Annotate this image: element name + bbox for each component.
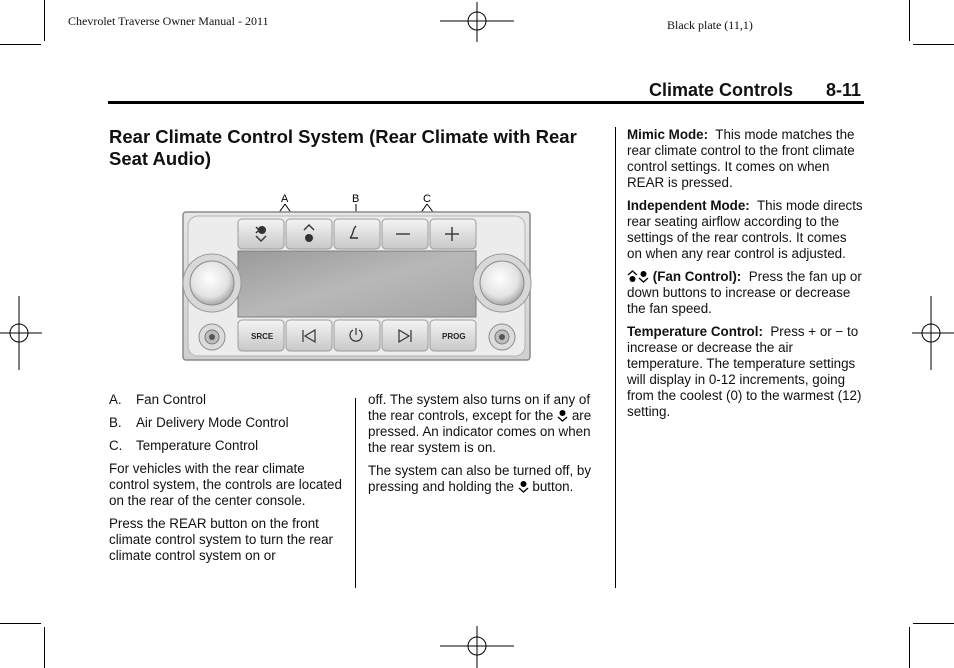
column-2 xyxy=(368,392,606,502)
paragraph: The system can also be turned off, by pressing and holding the button. xyxy=(368,463,592,494)
column-1 xyxy=(109,392,344,571)
paragraph: Press the REAR button on the front climate control system to turn the rear climate control system on or xyxy=(109,516,334,563)
registration-mark-top xyxy=(440,2,514,42)
crop-mark xyxy=(0,44,41,45)
crop-mark xyxy=(909,0,910,41)
main-heading: Rear Climate Control System (Rear Climate with Rear Seat Audio) xyxy=(109,126,577,169)
paragraph: off. The system also turns on if any of the rear controls, except for the are pressed. An indicator comes on when the rear system is on. xyxy=(368,392,592,455)
svg-text:PROG: PROG xyxy=(442,332,466,341)
fan-down-icon xyxy=(638,270,649,283)
svg-text:A: A xyxy=(281,193,289,205)
svg-text:C: C xyxy=(423,193,431,205)
manual-title: Chevrolet Traverse Owner Manual - 2011 xyxy=(68,14,269,28)
header-rule xyxy=(108,101,864,104)
registration-mark-left xyxy=(0,296,42,370)
crop-mark xyxy=(909,627,910,668)
registration-mark-bottom xyxy=(440,626,514,668)
registration-mark-right xyxy=(912,296,954,370)
legend-item-a: A. Fan Control xyxy=(109,392,206,407)
legend-item-b: B. Air Delivery Mode Control xyxy=(109,415,289,430)
fan-icon xyxy=(518,480,529,493)
svg-text:B: B xyxy=(352,193,360,205)
rear-climate-panel-figure xyxy=(182,192,532,362)
crop-mark xyxy=(0,623,41,624)
mimic-mode-paragraph: Mimic Mode: This mode matches the rear climate control to the front climate control settings. It comes on when REAR is pressed. xyxy=(627,127,855,190)
legend-item-c: C. Temperature Control xyxy=(109,438,259,453)
independent-mode-paragraph: Independent Mode: This mode directs rear seating airflow according to the settings of the rear controls. It comes on when any rear control is adjusted. xyxy=(627,198,863,261)
fan-icon xyxy=(557,409,568,422)
column-divider xyxy=(615,127,616,588)
page-number: 8-11 xyxy=(826,80,862,100)
column-divider xyxy=(355,398,356,588)
temperature-control-paragraph: Temperature Control: Press + or − to increase or decrease the air temperature. The temperature settings will display in 0-12 increments, going from the coolest (0) to the warmest (12) setting. xyxy=(627,324,862,419)
paragraph: For vehicles with the rear climate control system, the controls are located on the rear of the center console. xyxy=(109,461,342,508)
crop-mark xyxy=(913,44,954,45)
section-title: Climate Controls xyxy=(649,80,794,100)
plate-label: Black plate (11,1) xyxy=(667,18,753,32)
svg-text:SRCE: SRCE xyxy=(251,332,274,341)
crop-mark xyxy=(44,0,45,41)
crop-mark xyxy=(44,627,45,668)
column-3 xyxy=(627,127,865,427)
fan-control-paragraph: (Fan Control): Press the fan up or down buttons to increase or decrease the fan speed. xyxy=(627,269,862,316)
fan-up-icon xyxy=(627,270,638,283)
crop-mark xyxy=(913,623,954,624)
